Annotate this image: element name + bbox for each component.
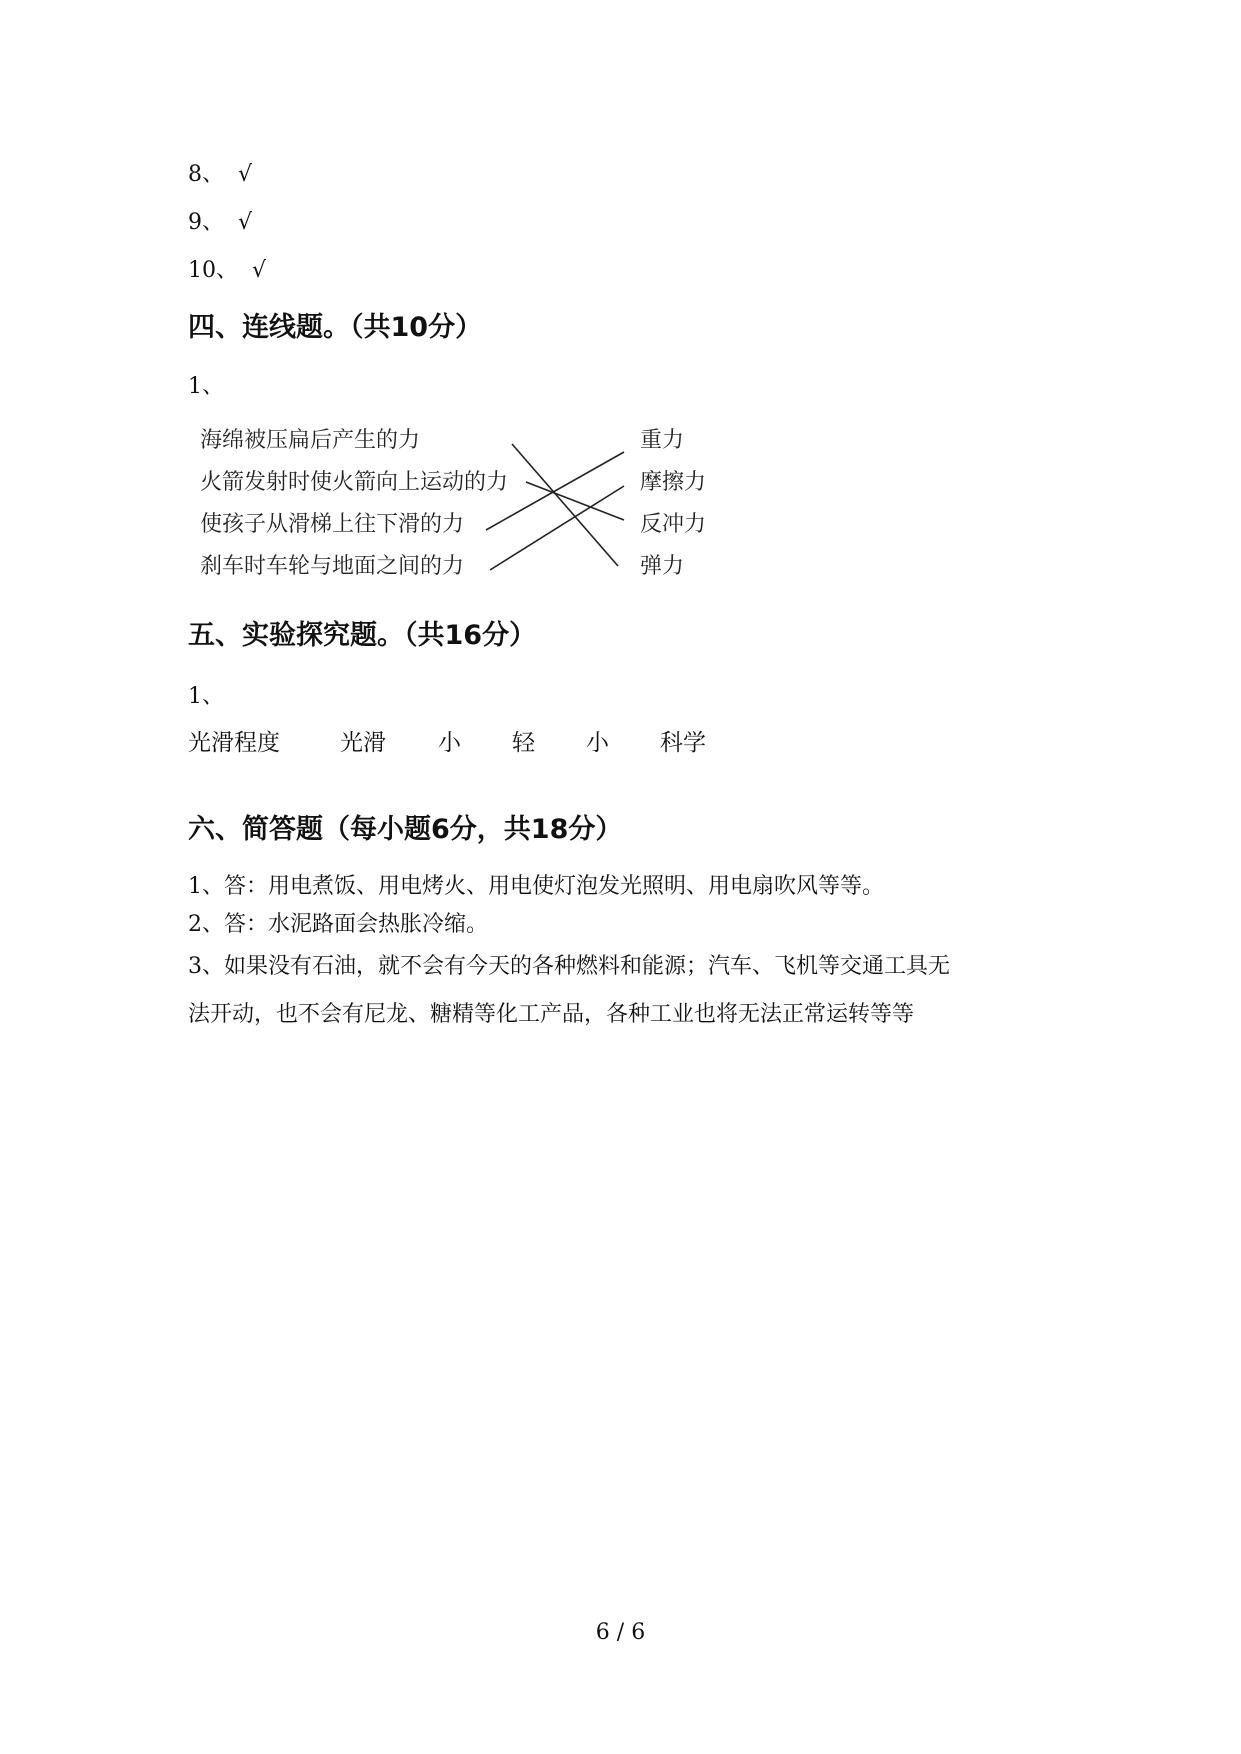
fill-answer: 光滑 [340, 730, 386, 756]
match-right-item: 弹力 [640, 554, 685, 579]
section-4-heading: 四、连线题。（共10分） [188, 312, 483, 343]
answer-number: 8、 [188, 162, 224, 187]
match-line [512, 444, 618, 566]
section-4-item-number: 1、 [188, 374, 224, 399]
match-line [486, 452, 624, 530]
short-answer-3-line-1: 3、如果没有石油，就不会有今天的各种燃料和能源；汽车、飞机等交通工具无 [188, 954, 950, 979]
answer-8 [188, 160, 252, 190]
match-left-item: 使孩子从滑梯上往下滑的力 [200, 512, 465, 537]
match-right-item: 重力 [640, 428, 685, 453]
fill-answer: 光滑程度 [188, 730, 280, 756]
answer-number: 9、 [188, 210, 224, 235]
short-answer-1: 1、答：用电煮饭、用电烤火、用电使灯泡发光照明、用电扇吹风等等。 [188, 874, 884, 899]
fill-answer: 小 [438, 730, 461, 756]
check-mark: √ [238, 210, 253, 235]
match-right-item: 摩擦力 [640, 470, 707, 495]
match-left-item: 刹车时车轮与地面之间的力 [200, 554, 465, 579]
answer-10 [188, 256, 266, 286]
fill-answer: 轻 [512, 730, 535, 756]
short-answer-3-line-2: 法开动，也不会有尼龙、糖精等化工产品，各种工业也将无法正常运转等等 [188, 1002, 915, 1027]
match-line [526, 482, 624, 520]
answer-number: 10、 [188, 258, 238, 283]
short-answer-2: 2、答：水泥路面会热胀冷缩。 [188, 912, 488, 937]
matching-figure [200, 422, 720, 594]
check-mark: √ [238, 162, 253, 187]
section-5-item-number: 1、 [188, 684, 224, 709]
match-left-item: 海绵被压扁后产生的力 [200, 428, 421, 453]
section-6-heading: 六、简答题（每小题6分，共18分） [188, 814, 623, 845]
fill-answer: 小 [586, 730, 609, 756]
match-line [490, 486, 624, 570]
match-left-item: 火箭发射时使火箭向上运动的力 [200, 470, 509, 495]
answer-9 [188, 208, 252, 238]
page-number: 6 / 6 [595, 1620, 646, 1645]
fill-answer: 科学 [660, 730, 706, 756]
section-5-heading: 五、实验探究题。（共16分） [188, 620, 537, 651]
check-mark: √ [252, 258, 267, 283]
matching-lines [200, 422, 720, 594]
match-right-item: 反冲力 [640, 512, 707, 537]
